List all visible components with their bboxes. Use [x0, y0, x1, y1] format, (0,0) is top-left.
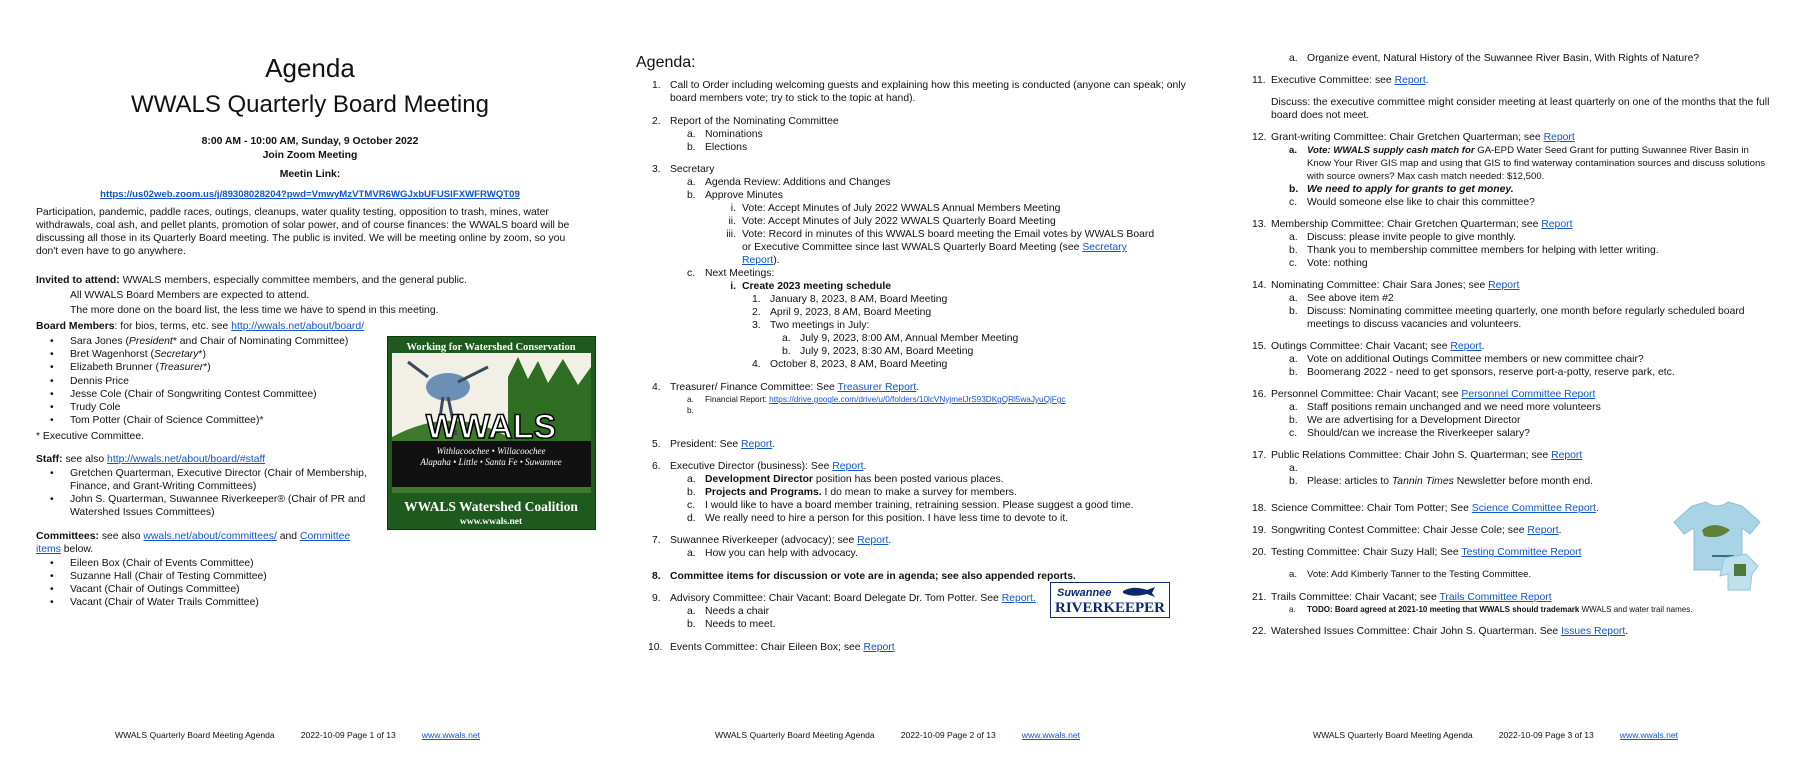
footer-link[interactable]: www.wwals.net	[421, 730, 481, 740]
board-list	[50, 335, 380, 427]
list-item: a. Vote: Add Kimberly Tanner to the Testing Committee.	[1289, 569, 1532, 580]
list-item: b. Elections	[687, 142, 748, 153]
personnel-report-link[interactable]: Personnel Committee Report	[1461, 389, 1596, 400]
riverkeeper-main-text: RIVERKEEPER	[1054, 600, 1166, 616]
footer-page: 2022-10-09 Page 2 of 13	[900, 730, 996, 740]
advisory-report-link[interactable]: Report.	[1001, 593, 1036, 604]
page-1	[36, 0, 584, 777]
pr-report-link[interactable]: Report	[1551, 450, 1583, 461]
list-item: b. Approve Minutes	[687, 190, 783, 201]
list-item: b. We are advertising for a Development Director	[1289, 415, 1521, 426]
list-item: • Vacant (Chair of Outings Committee)	[50, 584, 240, 595]
list-item: a. Financial Report: https://drive.google.com/drive/u/0/folders/10lcVNyjmelJrS93DKgQRl5waJyuQjFgc	[687, 395, 1066, 404]
riverkeeper-logo	[1050, 582, 1170, 618]
logo-url: www.wwals.net	[459, 517, 523, 527]
agenda-item-3: 3. Secretary	[652, 164, 715, 175]
footer-page: 2022-10-09 Page 1 of 13	[300, 730, 396, 740]
riverkeeper-top-text: Suwannee	[1057, 587, 1112, 599]
agenda-item-1: 1. Call to Order including welcoming guests and explaining how this meeting is conducted (anyone can speak; only board members vote; try to stick to the topic at hand).	[652, 80, 1186, 104]
footer-title: WWALS Quarterly Board Meeting Agenda	[715, 730, 875, 740]
board-label: Board Members	[36, 321, 115, 332]
list-item: a. Staff positions remain unchanged and we need more volunteers	[1289, 402, 1601, 413]
financial-report-link[interactable]: https://drive.google.com/drive/u/0/folders/10lcVNyjmelJrS93DKgQRl5waJyuQjFgc	[769, 395, 1066, 404]
list-item: c. Would someone else like to chair this committee?	[1289, 197, 1535, 208]
logo-top-text: Working for Watershed Conservation	[406, 342, 576, 353]
list-item: a. Development Director position has been posted various places.	[687, 474, 1004, 485]
riverkeeper-report-link[interactable]: Report	[857, 535, 889, 546]
songwriting-report-link[interactable]: Report	[1527, 525, 1559, 536]
agenda-list	[648, 79, 1190, 654]
ed-report-link[interactable]: Report	[832, 461, 864, 472]
invited-line-2: All WWALS Board Members are expected to attend.	[70, 290, 310, 301]
footer-link[interactable]: www.wwals.net	[1021, 730, 1081, 740]
exec-discussion: Discuss: the executive committee might consider meeting at least quarterly on one of the months that the full board does not meet.	[1271, 97, 1770, 121]
list-item: • Sara Jones (President* and Chair of Nominating Committee)	[50, 336, 349, 347]
list-item: a. TODO: Board agreed at 2021-10 meeting that WWALS should trademark WWALS and water trail names.	[1289, 605, 1693, 614]
list-item: c. Should/can we increase the Riverkeeper salary?	[1289, 428, 1530, 439]
tshirt-artwork	[1672, 500, 1762, 592]
board-text: : for bios, terms, etc. see	[114, 321, 232, 332]
list-item: • Gretchen Quarterman, Executive Director (Chair of Membership, Finance, and Grant-Writing Committees)	[50, 468, 367, 492]
committee-items-link[interactable]: Committee items	[36, 531, 351, 555]
list-item: b. Boomerang 2022 - need to get sponsors, reserve port-a-potty, reserve park, etc.	[1289, 367, 1675, 378]
footer-link[interactable]: www.wwals.net	[1619, 730, 1679, 740]
list-item: a. Agenda Review: Additions and Changes	[687, 177, 891, 188]
intro-paragraph: Participation, pandemic, paddle races, outings, cleanups, water quality testing, opposition to trash, mines, water withdrawals, coal ash, and pellet plants, promotion of solar power, and of course finances: the WWALS board will be discussing all those in its Quarterly Board meeting. The public is invited. We will be meeting online by zoom, so you don't even have to go anywhere.	[36, 207, 570, 257]
page-footer	[115, 729, 480, 742]
invited-label: Invited to attend:	[36, 275, 120, 286]
membership-report-link[interactable]: Report	[1541, 219, 1573, 230]
secretary-report-link[interactable]: Secretary Report	[742, 242, 1127, 266]
list-item: • Eileen Box (Chair of Events Committee)	[50, 558, 254, 569]
staff-heading: Staff: see also http://wwals.net/about/board/#staff	[36, 454, 266, 465]
list-item: b. Needs to meet.	[687, 619, 776, 630]
page-3	[1252, 0, 1772, 777]
staff-link[interactable]: http://wwals.net/about/board/#staff	[107, 454, 266, 465]
list-item: a. Needs a chair	[687, 606, 770, 617]
list-item: • Suzanne Hall (Chair of Testing Committee)	[50, 571, 267, 582]
list-item: • Dennis Price	[50, 375, 129, 387]
list-item: a. Nominations	[687, 129, 763, 140]
outings-report-link[interactable]: Report	[1450, 341, 1482, 352]
list-item: c. I would like to have a board member training, retraining session. Please suggest a good time.	[687, 500, 1134, 511]
list-item: • Vacant (Chair of Water Trails Committee)	[50, 597, 259, 608]
invited-line	[36, 274, 584, 287]
logo-rivers-2: Alapaha • Little • Santa Fe • Suwannee	[420, 457, 562, 467]
list-item: i. Create 2023 meeting schedule	[730, 281, 892, 292]
list-item: b. Please: articles to Tannin Times Newsletter before month end.	[1289, 476, 1594, 487]
agenda-item-18: 18. Science Committee: Chair Tom Potter; See Science Committee Report.	[1252, 503, 1599, 514]
wwals-logo	[387, 336, 596, 530]
agenda-item-22: 22. Watershed Issues Committee: Chair John S. Quarterman. See Issues Report.	[1252, 626, 1629, 637]
exec-note: * Executive Committee.	[36, 431, 144, 442]
zoom-link[interactable]: https://us02web.zoom.us/j/89308028204?pwd=VmwyMzVTMVR6WGJxbUFUSlFXWFRWQT09	[100, 189, 520, 200]
agenda-item-4: 4. Treasurer/ Finance Committee: See Treasurer Report.	[652, 382, 920, 393]
list-item: a. Organize event, Natural History of the Suwannee River Basin, With Rights of Nature?	[1289, 53, 1700, 64]
footer-page: 2022-10-09 Page 3 of 13	[1498, 730, 1594, 740]
agenda-item-17: 17. Public Relations Committee: Chair John S. Quarterman; see Report	[1252, 450, 1583, 461]
list-item: i. Vote: Accept Minutes of July 2022 WWALS Annual Members Meeting	[730, 203, 1061, 214]
agenda-item-8: 8. Committee items for discussion or vote are in agenda; see also appended reports.	[652, 571, 1076, 582]
list-item: iii. Vote: Record in minutes of this WWALS board meeting the Email votes by WWALS Board or Executive Committee since last WWALS Quarterly Board Meeting (see Secretary Report).	[726, 229, 1155, 266]
list-item: 4. October 8, 2023, 8 AM, Board Meeting	[752, 359, 948, 370]
tshirt-image	[1672, 500, 1762, 592]
list-item: b.	[687, 406, 694, 415]
list-item: 1. January 8, 2023, 8 AM, Board Meeting	[752, 294, 948, 305]
list-item: • Jesse Cole (Chair of Songwriting Contest Committee)	[50, 388, 317, 400]
agenda-heading: Agenda:	[636, 54, 696, 71]
footer-title: WWALS Quarterly Board Meeting Agenda	[1313, 730, 1473, 740]
list-item: a. July 9, 2023, 8:00 AM, Annual Member Meeting	[782, 333, 1019, 344]
agenda-item-10: 10. Events Committee: Chair Eileen Box; see Report	[648, 642, 895, 653]
agenda-item-16: 16. Personnel Committee: Chair Vacant; see Personnel Committee Report	[1252, 389, 1596, 400]
agenda-item-19: 19. Songwriting Contest Committee: Chair Jesse Cole; see Report.	[1252, 525, 1562, 536]
committees-heading: Committees: see also wwals.net/about/committees/ and Committee items below.	[36, 531, 351, 555]
exec-report-link[interactable]: Report	[1394, 75, 1426, 86]
agenda-item-5: 5. President: See Report.	[652, 439, 776, 450]
agenda-item-2: 2. Report of the Nominating Committee	[652, 116, 839, 127]
invited-line-3: The more done on the board list, the less time we have to spend in this meeting.	[70, 305, 439, 316]
meet-link-label: Meetin Link:	[279, 169, 341, 180]
list-item: a.	[1289, 463, 1298, 474]
events-report-link[interactable]: Report	[863, 642, 895, 653]
list-item: • Tom Potter (Chair of Science Committee)*	[50, 415, 264, 427]
nominating-report-link[interactable]: Report	[1488, 280, 1520, 291]
science-report-link[interactable]: Science Committee Report	[1471, 503, 1596, 514]
list-item: b. July 9, 2023, 8:30 AM, Board Meeting	[782, 346, 974, 357]
list-item: • Trudy Cole	[50, 401, 121, 413]
treasurer-report-link[interactable]: Treasurer Report	[837, 382, 917, 393]
list-item: ii. Vote: Accept Minutes of July 2022 WWALS Quarterly Board Meeting	[728, 216, 1056, 227]
agenda-item-7: 7. Suwannee Riverkeeper (advocacy); see Report.	[652, 535, 892, 546]
list-item: c. Next Meetings:	[687, 268, 775, 279]
invited-text: WWALS members, especially committee members, and the general public.	[119, 275, 467, 286]
page-footer	[715, 729, 1080, 742]
list-item: a. Discuss: please invite people to give monthly.	[1289, 232, 1516, 243]
agenda-item-14: 14. Nominating Committee: Chair Sara Jones; see Report	[1252, 280, 1520, 291]
trails-report-link[interactable]: Trails Committee Report	[1439, 592, 1552, 603]
logo-bottom-text: WWALS Watershed Coalition	[404, 499, 578, 514]
list-item: • John S. Quarterman, Suwannee Riverkeeper® (Chair of PR and Watershed Issues Committees)	[50, 494, 366, 518]
list-item: b. Thank you to membership committee members for helping with letter writing.	[1289, 245, 1659, 256]
agenda-item-6: 6. Executive Director (business): See Report.	[652, 461, 867, 472]
list-item: c. Vote: nothing	[1289, 258, 1368, 269]
board-link[interactable]: http://wwals.net/about/board/	[231, 321, 365, 332]
footer-title: WWALS Quarterly Board Meeting Agenda	[115, 730, 275, 740]
testing-report-link[interactable]: Testing Committee Report	[1461, 547, 1582, 558]
list-item: b. Discuss: Nominating committee meeting quarterly, one month before regularly scheduled board meetings to discuss vacancies and volunteers.	[1289, 306, 1745, 330]
president-report-link[interactable]: Report	[741, 439, 773, 450]
list-item: a. Vote on additional Outings Committee members or new committee chair?	[1289, 354, 1644, 365]
list-item: d. We really need to hire a person for this position. I have less time to devote to it.	[687, 513, 1069, 524]
issues-report-link[interactable]: Issues Report	[1561, 626, 1626, 637]
page-2	[636, 0, 1190, 777]
agenda-item-15: 15. Outings Committee: Chair Vacant; see Report.	[1252, 341, 1485, 352]
committees-list	[50, 557, 267, 609]
grant-report-link[interactable]: Report	[1543, 132, 1575, 143]
list-item: • Elizabeth Brunner (Treasurer*)	[50, 362, 211, 374]
meeting-time: 8:00 AM - 10:00 AM, Sunday, 9 October 2022	[201, 136, 419, 147]
agenda-item-12: 12. Grant-writing Committee: Chair Gretchen Quarterman; see Report	[1252, 132, 1575, 143]
agenda-item-20: 20. Testing Committee: Chair Suzy Hall; See Testing Committee Report	[1252, 547, 1582, 558]
list-item: b. Projects and Programs. I do mean to make a survey for members.	[687, 487, 1017, 498]
board-members-heading	[36, 320, 364, 333]
agenda-item-21: 21. Trails Committee: Chair Vacant; see Trails Committee Report	[1252, 592, 1552, 603]
agenda-item-13: 13. Membership Committee: Chair Gretchen Quarterman; see Report	[1252, 219, 1573, 230]
committees-link[interactable]: wwals.net/about/committees/	[143, 531, 277, 542]
staff-list	[50, 467, 376, 519]
page-title: Agenda	[265, 53, 355, 83]
riverkeeper-artwork	[1051, 583, 1169, 617]
list-item: a. How you can help with advocacy.	[687, 548, 858, 559]
list-item: • Bret Wagenhorst (Secretary*)	[50, 349, 206, 361]
list-item: a. Vote: WWALS supply cash match for GA-EPD Water Seed Grant for putting Suwannee River Basin in Know Your River GIS map and using that GIS to find waterway contamination sources and discuss solutions with source owners? Max cash match needed: $12,500.	[1289, 145, 1766, 182]
agenda-item-9: 9. Advisory Committee: Chair Vacant: Board Delegate Dr. Tom Potter. See Report.	[652, 593, 1036, 604]
page-subtitle: WWALS Quarterly Board Meeting	[131, 91, 489, 118]
list-item: 2. April 9, 2023, 8 AM, Board Meeting	[752, 307, 932, 318]
page-footer	[1313, 729, 1678, 742]
list-item: a. See above item #2	[1289, 293, 1394, 304]
logo-artwork	[388, 337, 595, 529]
logo-main-text: WWALS	[425, 408, 557, 446]
list-item: b. We need to apply for grants to get money.	[1289, 184, 1514, 195]
logo-rivers-1: Withlacoochee • Willacoochee	[436, 446, 546, 456]
list-item: 3. Two meetings in July:	[752, 320, 870, 331]
agenda-item-11: 11. Executive Committee: see Report.	[1252, 75, 1429, 86]
zoom-label: Join Zoom Meeting	[262, 150, 358, 161]
